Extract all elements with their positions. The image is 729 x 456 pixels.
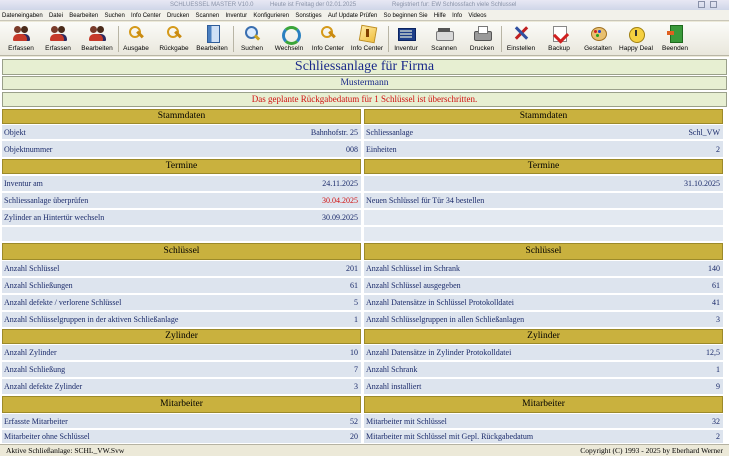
- row-schluessel-protokoll[interactable]: [364, 295, 723, 311]
- row-defekte-schluessel[interactable]: [2, 295, 361, 311]
- close-button[interactable]: [710, 1, 717, 8]
- printer-icon: [473, 24, 491, 42]
- row-mitarbeiter-ohne-schluessel[interactable]: [2, 430, 361, 444]
- row-value: 31.10.2025: [684, 179, 720, 188]
- row-label: Mitarbeiter ohne Schlüssel: [4, 432, 90, 441]
- row-label: Objektnummer: [4, 145, 53, 154]
- wechseln-button[interactable]: [271, 23, 307, 55]
- menu-datei[interactable]: Datei: [48, 13, 63, 19]
- row-label: Inventur am: [4, 179, 43, 188]
- return-warning: Das geplante Rückgabedatum für 1 Schlüssel ist überschritten.: [2, 92, 727, 107]
- section-zylinder: Zylinder: [2, 329, 361, 344]
- row-schluessel-im-schrank[interactable]: [364, 261, 723, 277]
- row-value: 61: [712, 281, 720, 290]
- row-inventur[interactable]: [2, 176, 361, 192]
- row-value: Schl_VW: [688, 128, 720, 137]
- toolbar-separator: [233, 26, 234, 52]
- toolbar-label: Bearbeiten: [196, 45, 228, 52]
- row-anzahl-schrank[interactable]: [364, 362, 723, 378]
- toolbar-label: Wechseln: [274, 45, 304, 52]
- scannen-button[interactable]: [426, 23, 462, 55]
- section-termine: Termine: [2, 159, 361, 174]
- menu-info-center[interactable]: Info Center: [131, 13, 161, 19]
- row-label: Anzahl defekte / verlorene Schlüssel: [4, 298, 122, 307]
- section-schluessel: Schlüssel: [364, 243, 723, 260]
- row-value: Bahnhofstr. 25: [310, 128, 358, 137]
- row-label: Anzahl Schließung: [4, 365, 66, 374]
- row-label: Anzahl defekte Zylinder: [4, 382, 83, 391]
- row-label: Anzahl Datensätze in Schlüssel Protokolldatei: [366, 298, 514, 307]
- toolbar-label: Info Center: [350, 45, 384, 52]
- left-panel: [2, 109, 361, 444]
- row-label: Erfasste Mitarbeiter: [4, 417, 68, 426]
- section-mitarbeiter: Mitarbeiter: [2, 396, 361, 413]
- row-label: Neuen Schlüssel für Tür 34 bestellen: [366, 196, 485, 205]
- menu-sonstiges[interactable]: Sonstiges: [295, 13, 322, 19]
- row-label: Mitarbeiter mit Schlüssel: [366, 417, 447, 426]
- toolbar-label: Inventur: [394, 45, 418, 52]
- right-panel: [364, 109, 723, 444]
- row-mitarbeiter-mit-schluessel[interactable]: [364, 414, 723, 429]
- today-date: Heute ist Freitag der 02.01.2025: [270, 2, 357, 8]
- search-icon: [243, 24, 261, 42]
- title-bar: [0, 0, 729, 10]
- row-label: Anzahl Schlüsselgruppen in allen Schließanlagen: [366, 315, 525, 324]
- row-schluesselgruppen-alle[interactable]: [364, 312, 723, 328]
- exit-icon: [666, 24, 684, 42]
- bearbeiten-button[interactable]: [78, 23, 116, 55]
- section-mitarbeiter: Mitarbeiter: [364, 396, 723, 413]
- row-anzahl-zylinder[interactable]: [2, 345, 361, 361]
- row-label: Anzahl installiert: [366, 382, 422, 391]
- row-label: Mitarbeiter mit Schlüssel mit Gepl. Rückgabedatum: [366, 432, 534, 441]
- row-schliessanlage[interactable]: [364, 125, 723, 140]
- rueckgabe-button[interactable]: [155, 23, 193, 55]
- row-value: 20: [350, 432, 358, 441]
- gestalten-button[interactable]: [580, 23, 616, 55]
- toolbar-label: Info Center: [311, 45, 345, 52]
- row-label: Anzahl Schlüssel ausgegeben: [366, 281, 461, 290]
- row-schluessel-ausgegeben[interactable]: [364, 278, 723, 294]
- registration-info: Registriert fur: EW Schlossfach viele Schlussel: [392, 2, 517, 8]
- inventory-icon: [397, 24, 415, 42]
- row-value: 41: [712, 298, 720, 307]
- copyright: Copyright (C) 1993 - 2025 by Eberhard Werner: [580, 446, 723, 455]
- suchen-button[interactable]: [235, 23, 269, 55]
- toolbar-label: Beenden: [661, 45, 689, 52]
- inventur-button[interactable]: [389, 23, 423, 55]
- menu-suchen[interactable]: Suchen: [104, 13, 125, 19]
- row-mitarbeiter-rueckgabedatum[interactable]: [364, 430, 723, 444]
- row-schliessanlage-pruefen[interactable]: [2, 193, 361, 209]
- row-value: 140: [708, 264, 720, 273]
- menu-konfigurieren[interactable]: Konfigurieren: [253, 13, 290, 19]
- row-objekt[interactable]: [2, 125, 361, 140]
- row-value: 30.09.2025: [322, 213, 358, 222]
- toolbar-label: Bearbeiten: [81, 45, 113, 52]
- info-center-button[interactable]: [309, 23, 347, 55]
- row-value: 61: [350, 281, 358, 290]
- menu-hilfe[interactable]: Hilfe: [433, 13, 446, 19]
- info-center-button-2[interactable]: [348, 23, 386, 55]
- toolbar-label: Happy Deal: [619, 45, 653, 52]
- row-value: 2: [716, 432, 720, 441]
- menu-videos[interactable]: Videos: [468, 13, 487, 19]
- row-value: 201: [346, 264, 358, 273]
- overdue-date: 30.04.2025: [322, 196, 358, 205]
- row-label: Anzahl Datensätze in Zylinder Protokolldatei: [366, 348, 512, 357]
- section-stammdaten: Stammdaten: [2, 109, 361, 124]
- row-value: 7: [354, 365, 358, 374]
- toolbar-label: Erfassen: [8, 45, 34, 52]
- row-anzahl-schliessungen[interactable]: [2, 278, 361, 294]
- erfassen-button-2[interactable]: [40, 23, 76, 55]
- row-value: 1: [716, 365, 720, 374]
- row-schluessel-bestellen[interactable]: [364, 193, 723, 209]
- key-icon: [319, 24, 337, 42]
- row-value: 5: [354, 298, 358, 307]
- row-termin-date[interactable]: [364, 176, 723, 192]
- einstellen-button[interactable]: [502, 23, 540, 55]
- users-icon: [49, 24, 67, 42]
- row-label: Einheiten: [366, 145, 397, 154]
- menu-scannen[interactable]: Scannen: [195, 13, 220, 19]
- row-zylinder-protokoll[interactable]: [364, 345, 723, 361]
- key-icon: [127, 24, 145, 42]
- row-label: Anzahl Zylinder: [4, 348, 57, 357]
- row-value: 9: [716, 382, 720, 391]
- menu-so-beginnen-sie[interactable]: So beginnen Sie: [383, 13, 428, 19]
- row-label: Objekt: [4, 128, 26, 137]
- section-zylinder: Zylinder: [364, 329, 723, 344]
- backup-button[interactable]: [542, 23, 576, 55]
- row-objektnummer[interactable]: [2, 141, 361, 158]
- row-value: 2: [716, 145, 720, 154]
- bearbeiten-zylinder-button[interactable]: [193, 23, 231, 55]
- toolbar-label: Erfassen: [45, 45, 71, 52]
- palette-icon: [589, 24, 607, 42]
- scanner-icon: [435, 24, 453, 42]
- happy-deal-button[interactable]: [616, 23, 656, 55]
- row-schluesselgruppen[interactable]: [2, 312, 361, 328]
- menu-inventur[interactable]: Inventur: [225, 13, 248, 19]
- row-label: Anzahl Schrank: [366, 365, 418, 374]
- row-label: Anzahl Schließungen: [4, 281, 73, 290]
- clock-icon: [627, 24, 645, 42]
- menu-update[interactable]: Auf Update Prüfen: [327, 13, 378, 19]
- ausgabe-button[interactable]: [119, 23, 153, 55]
- page-title: Schliessanlage für Firma: [2, 59, 727, 75]
- tools-icon: [512, 24, 530, 42]
- row-defekte-zylinder[interactable]: [2, 379, 361, 395]
- toolbar-label: Suchen: [240, 45, 264, 52]
- drucken-button[interactable]: [465, 23, 499, 55]
- row-label: Anzahl Schlüssel: [4, 264, 60, 273]
- row-erfasste-mitarbeiter[interactable]: [2, 414, 361, 429]
- row-label: Anzahl Schlüssel im Schrank: [366, 264, 460, 273]
- toolbar-label: Ausgabe: [123, 45, 149, 52]
- toolbar-label: Gestalten: [584, 45, 612, 52]
- section-schluessel: Schlüssel: [2, 243, 361, 260]
- users-icon: [88, 24, 106, 42]
- row-value: 24.11.2025: [322, 179, 358, 188]
- row-value: 32: [712, 417, 720, 426]
- row-einheiten[interactable]: [364, 141, 723, 158]
- swap-icon: [280, 24, 298, 42]
- menu-drucken[interactable]: Drucken: [166, 13, 190, 19]
- menu-info[interactable]: Info: [452, 13, 463, 19]
- row-empty: [2, 227, 361, 242]
- minimize-button[interactable]: [698, 1, 705, 8]
- row-label: Anzahl Schlüsselgruppen in der aktiven Schließanlage: [4, 315, 179, 324]
- row-value: 3: [716, 315, 720, 324]
- row-value: 3: [354, 382, 358, 391]
- row-value: 1: [354, 315, 358, 324]
- company-name: Mustermann: [2, 76, 727, 90]
- key-icon: [165, 24, 183, 42]
- status-bar: [0, 444, 729, 456]
- toolbar-label: Drucken: [469, 45, 495, 52]
- row-zylinder-wechseln[interactable]: [2, 210, 361, 226]
- toolbar-label: Rückgabe: [159, 45, 189, 52]
- dashboard: [0, 57, 729, 444]
- row-empty: [364, 210, 723, 226]
- row-value: 12,5: [706, 348, 720, 357]
- row-anzahl-schliessung[interactable]: [2, 362, 361, 378]
- row-value: 10: [350, 348, 358, 357]
- row-label: Zylinder an Hintertür wechseln: [4, 213, 105, 222]
- row-label: Schliessanlage überprüfen: [4, 196, 89, 205]
- row-anzahl-schluessel[interactable]: [2, 261, 361, 277]
- backup-icon: [550, 24, 568, 42]
- active-lock-system: Aktive Schließanlage: SCHL_VW.Svw: [6, 446, 125, 455]
- toolbar-label: Scannen: [431, 45, 457, 52]
- info-icon: [358, 24, 376, 42]
- row-label: Schliessanlage: [366, 128, 414, 137]
- toolbar-label: Backup: [548, 45, 570, 52]
- menu-bar: [0, 10, 729, 21]
- beenden-button[interactable]: [657, 23, 693, 55]
- toolbar-label: Einstellen: [506, 45, 536, 52]
- row-value: 52: [350, 417, 358, 426]
- erfassen-button[interactable]: [4, 23, 38, 55]
- book-icon: [203, 24, 221, 42]
- users-icon: [12, 24, 30, 42]
- row-empty: [364, 227, 723, 242]
- row-anzahl-installiert[interactable]: [364, 379, 723, 395]
- toolbar: [0, 22, 729, 56]
- section-termine: Termine: [364, 159, 723, 174]
- menu-dateneingaben[interactable]: Dateneingaben: [2, 13, 43, 19]
- row-value: 008: [346, 145, 358, 154]
- section-stammdaten: Stammdaten: [364, 109, 723, 124]
- app-title: SCHLUESSEL MASTER V10.0: [170, 2, 254, 8]
- menu-bearbeiten[interactable]: Bearbeiten: [69, 13, 99, 19]
